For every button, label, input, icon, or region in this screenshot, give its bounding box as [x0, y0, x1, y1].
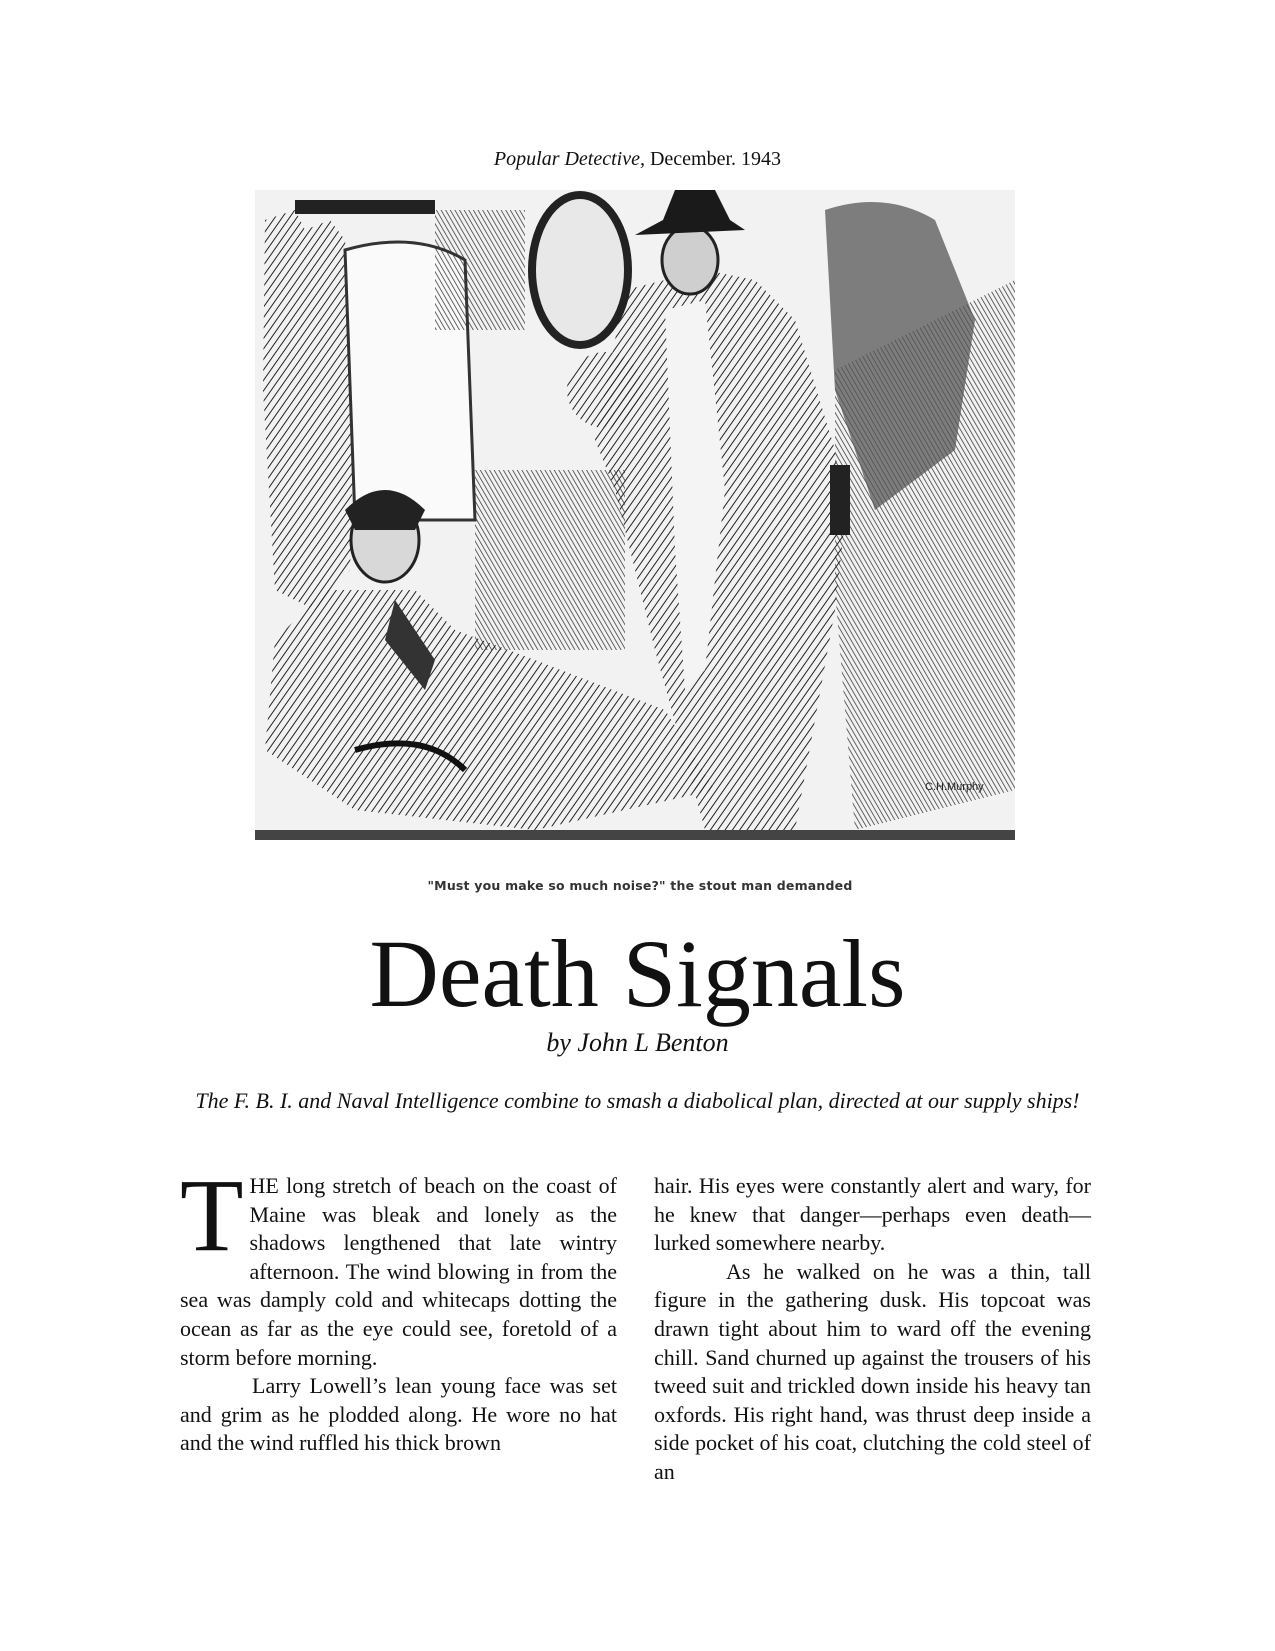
paragraph-3: As he walked on he was a thin, tall figure in the gathering dusk. His topcoat was drawn tight about him to ward off the evening chill. Sand churned up against the trousers of his tweed suit and trickled down inside his heavy tan oxfords. His right hand, was thrust deep inside a side pocket of his coat, clutching the cold steel of an [654, 1258, 1091, 1484]
body-column-right [654, 1172, 1091, 1487]
source-line [0, 148, 1275, 171]
svg-text:C.H.Murphy: C.H.Murphy [925, 781, 984, 793]
illustration-two-men-icon [235, 190, 1045, 880]
body-column-left [180, 1158, 617, 1458]
paragraph-2-continued: hair. His eyes were constantly alert and wary, for he knew that danger—perhaps even death—lurked somewhere nearby. [654, 1173, 1091, 1256]
publication-name: Popular Detective, [493, 148, 645, 170]
story-title: Death Signals [369, 920, 906, 1027]
drop-cap: T [180, 1158, 244, 1273]
story-byline: by John L Benton [546, 1028, 729, 1057]
paragraph-2: Larry Lowell’s lean young face was set and grim as he plodded along. He wore no hat and the wind ruffled his thick brown [180, 1373, 617, 1456]
paragraph-1 [180, 1158, 617, 1372]
illustration-caption: "Must you make so much noise?" the stout man demanded [427, 878, 853, 893]
paragraph-1-text: HE long stretch of beach on the coast of Maine was bleak and lonely as the shadows lengthened that late wintry afternoon. The wind blowing in from the sea was damply cold and whitecaps dotting the ocean as far as the eye could see, foretold of a storm before morning. [180, 1173, 617, 1370]
publication-date: December. 1943 [644, 148, 782, 170]
story-illustration [235, 190, 1045, 890]
story-blurb: The F. B. I. and Naval Intelligence combine to smash a diabolical plan, directed at our supply ships! [195, 1088, 1080, 1113]
